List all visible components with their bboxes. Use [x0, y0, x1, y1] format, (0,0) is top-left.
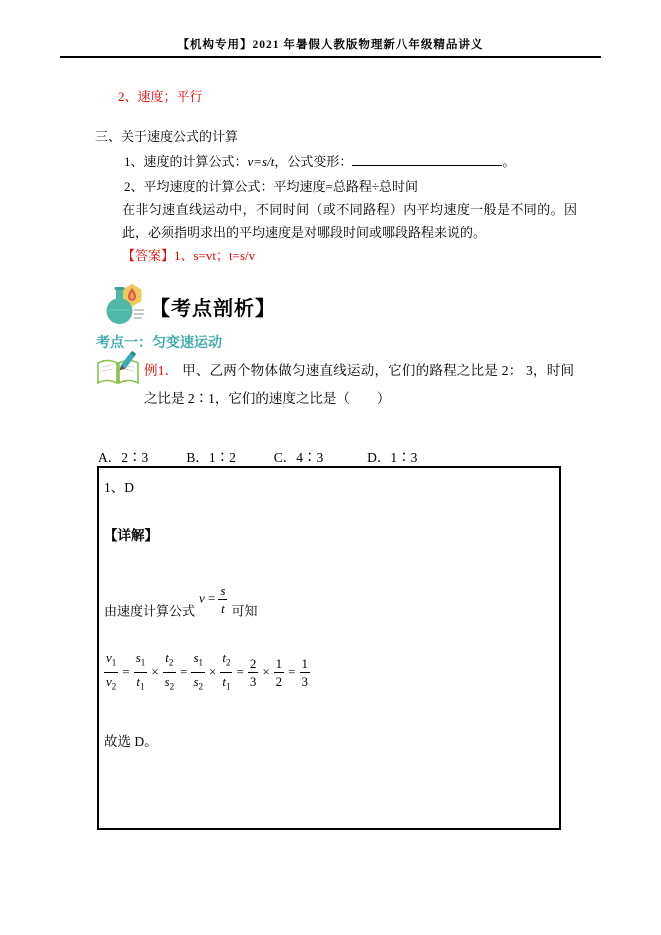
answer-label: 【答案】 — [122, 248, 175, 263]
inline-formula-v-eq-s-over-t: v = $\frac{s}{t}$ — [199, 583, 226, 616]
equation-fraction: $\frac{t_2}{t_1}$ — [222, 650, 231, 692]
solution-answer: 1、D — [104, 480, 134, 495]
options-row — [98, 446, 417, 466]
option-a: A．2∶3 — [98, 450, 149, 465]
equation-operator: × — [209, 664, 217, 680]
example1-label: 例1． — [144, 363, 179, 378]
solution-equation — [104, 650, 310, 694]
header-rule — [60, 56, 601, 58]
equation-fraction: $\frac{t_2}{s_2}$ — [164, 650, 175, 692]
option-d: D．1∶3 — [367, 450, 418, 465]
equation-operator: × — [151, 664, 159, 680]
item1-prefix: 1、速度的计算公式： — [124, 154, 248, 169]
flask-exam-icon — [102, 283, 146, 327]
equation-operator: = — [122, 664, 130, 680]
reason-suffix: 可知 — [231, 603, 258, 619]
reason-prefix: 由速度计算公式 — [104, 603, 196, 619]
open-book-pencil-icon — [96, 357, 144, 387]
option-b: B．1∶2 — [186, 450, 236, 465]
recap-answer-line: 2、速度；平行 — [118, 89, 203, 104]
solution-reason-line — [104, 583, 258, 629]
example1-stem: 甲、乙两个物体做匀速直线运动，它们的路程之比是 2： 3，时间之比是 2∶1，它们的速度之比是（ ） — [144, 363, 575, 406]
example1-block — [96, 357, 574, 413]
page-header-title: 【机构专用】2021 年暑假人教版物理新八年级精品讲义 — [177, 39, 484, 51]
section3-title: 三、关于速度公式的计算 — [95, 129, 239, 144]
section3-item1 — [124, 151, 515, 173]
option-c: C．4∶3 — [273, 450, 324, 465]
item1-middle: ，公式变形： — [274, 154, 353, 169]
exam-points-heading: 【考点剖析】 — [150, 298, 276, 320]
fill-in-blank — [352, 151, 502, 166]
item1-period: 。 — [502, 154, 516, 169]
equation-fraction: $\frac{2}{3}$ — [249, 655, 257, 689]
equation-operator: = — [288, 664, 296, 680]
equation-fraction: $\frac{v_1}{v_2}$ — [106, 650, 117, 692]
solution-conclusion: 故选 D。 — [104, 734, 158, 749]
equation-operator: × — [262, 664, 270, 680]
equation-fraction: $\frac{1}{2}$ — [275, 655, 283, 689]
section3-answer — [122, 245, 255, 267]
item1-formula: v=s/t — [247, 154, 275, 169]
equation-fraction: $\frac{s_1}{t_1}$ — [135, 650, 146, 692]
answer-text: 1、s=vt；t=s/v — [174, 248, 256, 263]
solution-box — [97, 466, 561, 830]
section3-note: 在非匀速直线运动中，不同时间（或不同路程）内平均速度一般是不同的。因此，必须指明求出的平均速度是对哪段时间或哪段路程来说的。 — [122, 202, 577, 240]
equation-fraction: $\frac{1}{3}$ — [301, 655, 308, 689]
exam-point1-heading: 考点一：匀变速运动 — [96, 336, 222, 351]
solution-detail-label: 【详解】 — [104, 528, 158, 543]
equation-operator: = — [236, 664, 244, 680]
equation-operator: = — [180, 664, 188, 680]
equation-fraction: $\frac{s_1}{s_2}$ — [193, 650, 203, 692]
section3-item2: 2、平均速度的计算公式：平均速度=总路程÷总时间 — [124, 179, 418, 194]
